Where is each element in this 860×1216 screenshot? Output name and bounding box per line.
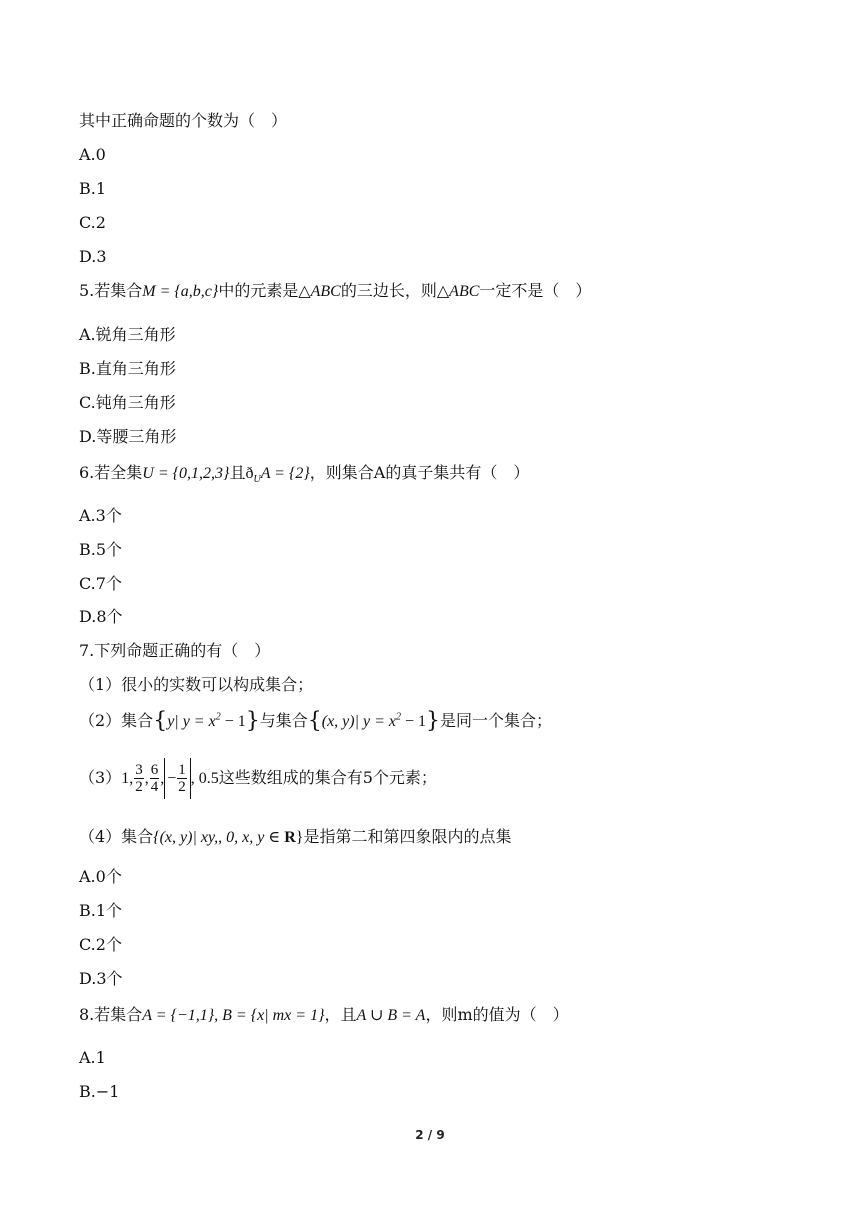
q7-statement-3: （3）1, $\frac{3}{2}$ , $\frac{6}{4}$ , − $\frac{1}{2}$ , 0.5这些数组成的集合有5个元素； — [79, 758, 437, 799]
q5-mid: 中的元素是 — [218, 281, 299, 300]
q7-s2-set2: (x, y)| y = x — [321, 713, 396, 730]
q7-s2-exp2: 2 — [396, 711, 401, 723]
q7-s3-one: 1, — [121, 770, 134, 787]
q5-triangle-2: △ABC — [436, 283, 480, 300]
q7-option-b: B.1个 — [79, 901, 123, 920]
q5-mid2: 的三边长，则 — [340, 281, 437, 300]
q7-s3-prefix: （3） — [79, 768, 122, 787]
q5-option-c: C.钝角三角形 — [79, 393, 176, 412]
q7-s3-fraction-2: $\frac{6}{4}$ — [150, 762, 159, 795]
q7-s2-prefix: （2）集合 — [79, 711, 154, 730]
q6-prefix: 6.若全集 — [79, 463, 143, 482]
q8-mid: ，且 — [324, 1005, 357, 1024]
q5-triangle-1: △ABC — [298, 283, 341, 300]
q7-s4-reals: R — [284, 829, 296, 846]
q7-s2-set1-end: − 1 — [220, 713, 246, 730]
q4-option-b: B.1 — [79, 179, 107, 198]
q6-complement-sub: U — [253, 474, 261, 486]
q5-suffix: 一定不是（ ） — [479, 281, 592, 300]
q6-option-b: B.5个 — [79, 540, 123, 559]
q6-complement-rest: A = {2} — [260, 465, 310, 482]
q4-option-c: C.2 — [79, 213, 106, 232]
q7-s3-absolute-value: − $\frac{1}{2}$ — [164, 758, 191, 799]
q6-option-d: D.8个 — [79, 607, 123, 626]
q7-option-a: A.0个 — [79, 867, 122, 886]
q8-stem — [79, 1004, 569, 1027]
q7-s3-suffix: 这些数组成的集合有5个元素； — [218, 768, 437, 787]
q6-universe: U = {0,1,2,3} — [142, 465, 230, 482]
q5-stem — [79, 280, 591, 303]
q7-s2-set2-end: − 1 — [401, 713, 427, 730]
q7-s4-suffix: 是指第二和第四象限内的点集 — [303, 827, 512, 846]
q5-option-a: A.锐角三角形 — [79, 325, 176, 344]
q7-s4-prefix: （4）集合 — [79, 827, 154, 846]
q5-option-b: B.直角三角形 — [79, 359, 176, 378]
q8-prefix: 8.若集合 — [79, 1005, 143, 1024]
q6-stem — [79, 462, 529, 491]
q7-s2-mid: 与集合 — [259, 711, 308, 730]
q8-option-b: B.−1 — [79, 1082, 120, 1101]
q7-statement-2: （2）集合{y| $y = x^2 - 1$}与集合{(x, y)| $y = x^2 - 1$}是同一个集合； — [79, 708, 553, 734]
q4-option-a: A.0 — [79, 145, 106, 164]
q7-statement-1: （1）很小的实数可以构成集合； — [79, 675, 314, 694]
q4-option-d: D.3 — [79, 247, 107, 266]
q5-set: M = {a,b,c} — [142, 283, 219, 300]
q7-stem: 7.下列命题正确的有（ ） — [79, 641, 271, 660]
q7-s3-tail-number: , 0.5 — [190, 770, 219, 787]
q6-option-a: A.3个 — [79, 506, 122, 525]
page-number: 2 / 9 — [415, 1128, 445, 1142]
q5-option-d: D.等腰三角形 — [79, 427, 177, 446]
q7-s3-fraction-3: $\frac{1}{2}$ — [178, 762, 186, 795]
q4-tail: 其中正确命题的个数为（ ） — [79, 111, 288, 130]
q7-s2-set1: y| y = x — [167, 713, 216, 730]
q5-prefix: 5.若集合 — [79, 281, 143, 300]
q6-complement-symbol: ð — [245, 465, 254, 482]
q7-option-c: C.2个 — [79, 935, 122, 954]
q8-suffix: ，则m的值为（ ） — [425, 1005, 569, 1024]
q7-s2-exp1: 2 — [215, 711, 221, 723]
q7-option-d: D.3个 — [79, 969, 123, 988]
q7-s3-fraction-1: $\frac{3}{2}$ — [135, 762, 143, 795]
q8-union: A ∪ B = A — [356, 1007, 426, 1024]
q8-option-a: A.1 — [79, 1048, 106, 1067]
q6-and: 且 — [229, 463, 246, 482]
q7-s4-set: {(x, y)| xy,, 0, x, y ∈ — [153, 829, 285, 846]
q8-sets: A = {−1,1}, B = {x| mx = 1} — [142, 1007, 325, 1024]
q7-s2-suffix: 是同一个集合； — [440, 711, 553, 730]
q7-statement-4: （4）集合{(x, y)| xy,, 0, x, y ∈ R}是指第二和第四象限内的点集 — [79, 827, 512, 846]
q6-option-c: C.7个 — [79, 574, 122, 593]
q6-suffix: ，则集合A的真子集共有（ ） — [309, 463, 530, 482]
